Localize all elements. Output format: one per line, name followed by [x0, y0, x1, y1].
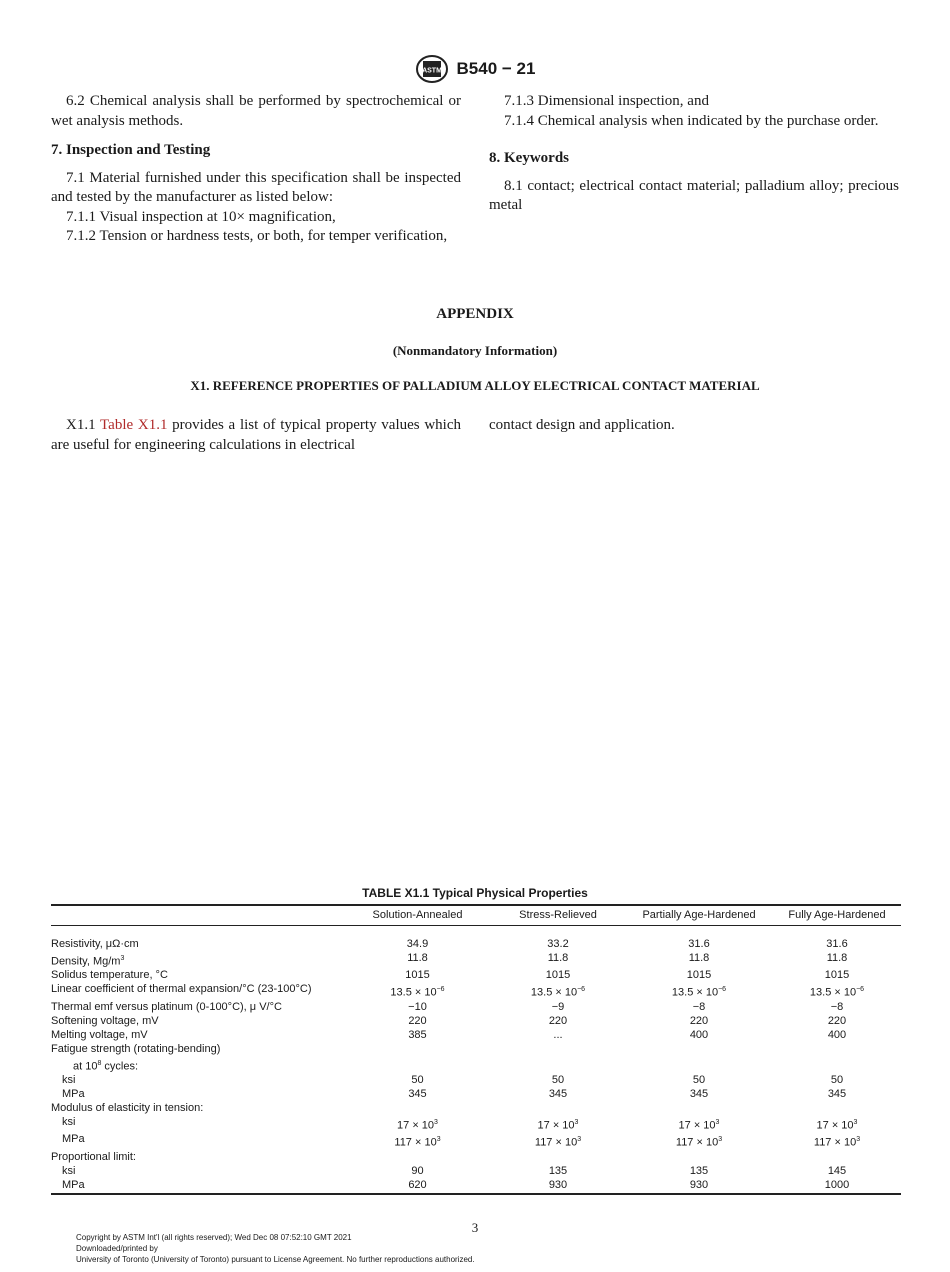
table-row	[51, 952, 901, 970]
section-8-heading: 8. Keywords	[489, 150, 569, 166]
cell: $117 \times 10^3$	[534, 1136, 582, 1150]
table-row	[51, 1179, 901, 1194]
row-label: at $10^8$ cycles:	[73, 1059, 139, 1073]
copyright-line-2: Downloaded/printed by	[76, 1244, 158, 1253]
row-label: MPa	[62, 1133, 85, 1146]
table-x1-1-link[interactable]: Table X1.1	[100, 417, 168, 433]
right-column	[489, 92, 899, 216]
para-x1-1	[51, 416, 461, 455]
para-7-1-1: 7.1.1 Visual inspection at 10× magnification,	[66, 208, 336, 225]
cell: 135	[689, 1164, 709, 1177]
cell: $117 \times 10^3$	[394, 1136, 441, 1150]
cell: 50	[551, 1074, 565, 1087]
row-label: MPa	[62, 1178, 85, 1191]
row-label: ksi	[62, 1115, 76, 1128]
cell: 50	[411, 1074, 424, 1087]
header-fully-age-hardened: Fully Age-Hardened	[773, 905, 901, 926]
appendix-title: APPENDIX	[436, 306, 514, 322]
row-label: Melting voltage, mV	[51, 1028, 148, 1041]
cell: 135	[548, 1164, 568, 1177]
table-row	[51, 1165, 901, 1179]
row-label: Thermal emf versus platinum (0-100°C), μ V/°C	[51, 1000, 282, 1013]
cell: 345	[827, 1088, 847, 1101]
table-row	[51, 1015, 901, 1029]
header-stress-relieved: Stress-Relieved	[491, 905, 625, 926]
header-partially-age-hardened: Partially Age-Hardened	[625, 905, 773, 926]
properties-table	[51, 904, 901, 1195]
table-row	[51, 1102, 901, 1116]
cell: −8	[692, 1000, 706, 1013]
cell: 1015	[686, 969, 712, 982]
cell: $117 \times 10^3$	[813, 1136, 861, 1150]
row-label: MPa	[62, 1088, 85, 1101]
header-solution-annealed: Solution-Annealed	[344, 905, 491, 926]
table-row	[51, 983, 901, 1001]
cell: $117 \times 10^3$	[675, 1136, 723, 1150]
cell: $17 \times 10^3$	[678, 1118, 720, 1132]
cell: 620	[408, 1178, 427, 1191]
x1-1-left	[51, 416, 461, 455]
row-label: ksi	[62, 1164, 76, 1177]
cell: 11.8	[407, 951, 428, 964]
cell: 1015	[405, 969, 430, 982]
table-row	[51, 1151, 901, 1165]
para-8-1: 8.1 contact; electrical contact material; palladium alloy; precious metal	[489, 177, 899, 213]
row-label: Proportional limit:	[51, 1150, 136, 1163]
table-row	[51, 1057, 901, 1075]
cell: 50	[830, 1074, 844, 1087]
x1-1-right	[489, 416, 899, 436]
cell: 145	[827, 1164, 847, 1177]
cell: $13.5 \times 10^{-6}$	[390, 986, 445, 1000]
row-label: Fatigue strength (rotating-bending)	[51, 1042, 221, 1055]
page-header	[0, 54, 950, 84]
cell: 345	[689, 1088, 709, 1101]
row-label: Linear coefficient of thermal expansion/°C (23-100°C)	[51, 983, 312, 996]
cell: $17 \times 10^3$	[816, 1118, 858, 1132]
para-6-2: 6.2 Chemical analysis shall be performed by spectrochemical or wet analysis methods.	[51, 93, 461, 129]
cell: $17 \times 10^3$	[397, 1118, 438, 1132]
cell: 11.8	[826, 951, 848, 964]
cell: 1015	[545, 969, 571, 982]
cell: 220	[689, 1014, 709, 1027]
table-row	[51, 1116, 901, 1134]
copyright-line-3: University of Toronto (University of Toronto) pursuant to License Agreement. No further reproductions authorized.	[76, 1255, 475, 1264]
cell: $13.5 \times 10^{-6}$	[530, 986, 586, 1000]
para-7-1-3: 7.1.3 Dimensional inspection, and	[504, 93, 709, 109]
cell: 11.8	[688, 951, 710, 964]
cell: 400	[689, 1028, 709, 1041]
table-title: TABLE X1.1 Typical Physical Properties	[362, 886, 588, 900]
cell: 220	[827, 1014, 847, 1027]
document-designation: B540 − 21	[456, 59, 536, 78]
cell: 220	[408, 1014, 427, 1027]
cell: 34.9	[406, 938, 429, 950]
table-header-row	[51, 905, 901, 926]
cell: −9	[551, 1000, 565, 1013]
x1-1-prefix: X1.1	[66, 417, 101, 433]
logo-text: ASTM	[421, 67, 442, 75]
copyright-line-1: Copyright by ASTM Int'l (all rights reserved); Wed Dec 08 07:52:10 GMT 2021	[76, 1233, 352, 1242]
cell: −10	[408, 1000, 427, 1013]
para-x1-1-cont: contact design and application.	[489, 417, 675, 433]
para-7-1-4: 7.1.4 Chemical analysis when indicated by the purchase order.	[504, 112, 879, 129]
cell: 1015	[824, 969, 850, 982]
x1-heading: X1. REFERENCE PROPERTIES OF PALLADIUM ALLOY ELECTRICAL CONTACT MATERIAL	[190, 378, 760, 393]
table-row	[51, 938, 901, 952]
cell: 385	[408, 1028, 427, 1041]
cell: ...	[553, 1028, 563, 1041]
appendix-subtitle: (Nonmandatory Information)	[392, 343, 558, 358]
header-property	[51, 905, 344, 926]
cell: 400	[827, 1028, 847, 1041]
cell: 220	[548, 1014, 568, 1027]
row-label: Solidus temperature, °C	[51, 969, 168, 982]
cell: 1000	[824, 1178, 850, 1191]
row-label: Modulus of elasticity in tension:	[51, 1101, 204, 1114]
para-7-1: 7.1 Material furnished under this specification shall be inspected and tested by the manufacturer as listed below:	[51, 169, 461, 205]
table-row	[51, 1001, 901, 1015]
cell: 930	[548, 1178, 568, 1191]
table-row	[51, 1133, 901, 1151]
para-7-1-2: 7.1.2 Tension or hardness tests, or both, for temper verification,	[66, 228, 448, 244]
cell: 33.2	[547, 938, 569, 950]
cell: 930	[689, 1178, 709, 1191]
cell: $13.5 \times 10^{-6}$	[671, 986, 727, 1000]
cell: $17 \times 10^3$	[537, 1118, 579, 1132]
row-label: Resistivity, μΩ·cm	[51, 938, 139, 950]
row-label: Softening voltage, mV	[51, 1014, 159, 1027]
row-label: Density, $Mg/m^3$	[51, 954, 125, 968]
row-label: ksi	[62, 1074, 76, 1087]
table-row	[51, 1088, 901, 1102]
table-row	[51, 1043, 901, 1057]
table-row	[51, 969, 901, 983]
cell: 31.6	[688, 938, 710, 950]
cell: 31.6	[826, 938, 848, 950]
cell: −8	[830, 1000, 844, 1013]
astm-logo-icon	[415, 54, 449, 84]
page-number: 3	[471, 1220, 479, 1235]
cell: 50	[692, 1074, 706, 1087]
x1-1-text: provides a list of typical property values which are useful for engineering calculations in electrical	[51, 417, 462, 453]
cell: 345	[408, 1088, 427, 1101]
table-row	[51, 1074, 901, 1088]
copyright-notice	[76, 1232, 475, 1265]
cell: 11.8	[547, 951, 569, 964]
cell: 345	[548, 1088, 568, 1101]
table-row	[51, 1029, 901, 1043]
section-7-heading: 7. Inspection and Testing	[51, 142, 211, 158]
cell: 90	[411, 1164, 424, 1177]
cell: $13.5 \times 10^{-6}$	[809, 986, 865, 1000]
left-column	[51, 92, 461, 247]
